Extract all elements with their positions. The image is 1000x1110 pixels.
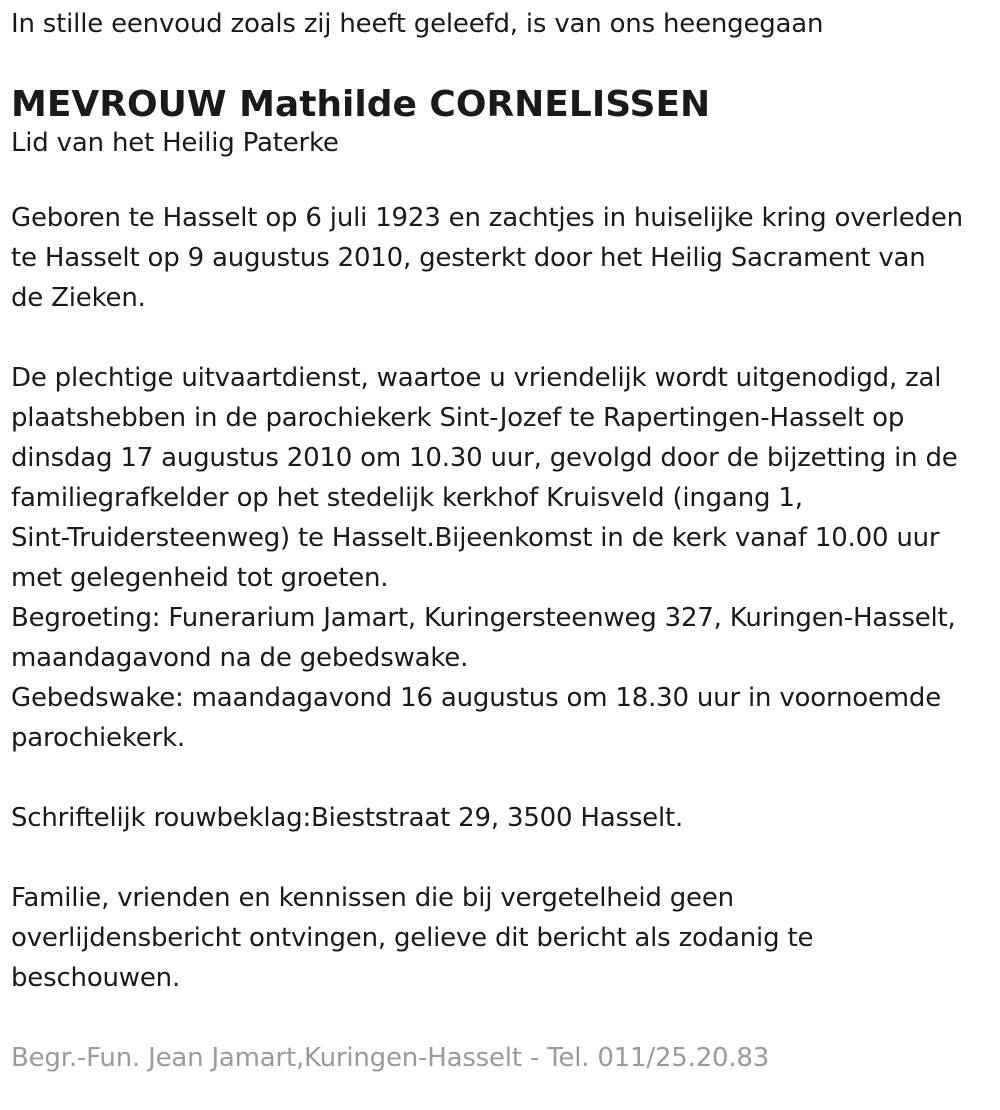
condolences-address: Schriftelijk rouwbeklag:Bieststraat 29, 3500 Hasselt. (11, 803, 684, 833)
intro-line: In stille eenvoud zoals zij heeft geleefd, is van ons heengegaan (11, 9, 824, 39)
paragraph-line: familiegrafkelder op het stedelijk kerkhof Kruisveld (ingang 1, (11, 483, 803, 513)
condolences-paragraph (11, 798, 996, 838)
deceased-name: MEVROUW Mathilde CORNELISSEN (11, 84, 711, 125)
paragraph-line: beschouwen. (11, 963, 181, 993)
paragraph-line: overlijdensbericht ontvingen, gelieve dit bericht als zodanig te (11, 923, 814, 953)
prayer-vigil-line: Gebedswake: maandagavond 16 augustus om 18.30 uur in voornoemde (11, 683, 942, 713)
paragraph-line: parochiekerk. (11, 723, 185, 753)
visitation-line: Begroeting: Funerarium Jamart, Kuringersteenweg 327, Kuringen-Hasselt, (11, 603, 956, 633)
paragraph-line: te Hasselt op 9 augustus 2010, gesterkt door het Heilig Sacrament van (11, 243, 926, 273)
membership-line: Lid van het Heilig Paterke (11, 128, 339, 158)
paragraph-line: dinsdag 17 augustus 2010 om 10.30 uur, gevolgd door de bijzetting in de (11, 443, 958, 473)
funeral-home-footer: Begr.-Fun. Jean Jamart,Kuringen-Hasselt - Tel. 011/25.20.83 (11, 1043, 770, 1073)
paragraph-line: Geboren te Hasselt op 6 juli 1923 en zachtjes in huiselijke kring overleden (11, 203, 963, 233)
paragraph-line: De plechtige uitvaartdienst, waartoe u vriendelijk wordt uitgenodigd, zal (11, 363, 942, 393)
birth-paragraph (11, 198, 996, 318)
obituary-text (11, 0, 996, 1078)
paragraph-line: plaatshebben in de parochiekerk Sint-Jozef te Rapertingen-Hasselt op (11, 403, 905, 433)
paragraph-line: de Zieken. (11, 283, 146, 313)
paragraph-line: maandagavond na de gebedswake. (11, 643, 469, 673)
service-paragraph (11, 358, 996, 758)
paragraph-line: met gelegenheid tot groeten. (11, 563, 389, 593)
paragraph-line: Sint-Truidersteenweg) te Hasselt.Bijeenkomst in de kerk vanaf 10.00 uur (11, 523, 940, 553)
paragraph-line: Familie, vrienden en kennissen die bij vergetelheid geen (11, 883, 734, 913)
notice-paragraph (11, 878, 996, 998)
